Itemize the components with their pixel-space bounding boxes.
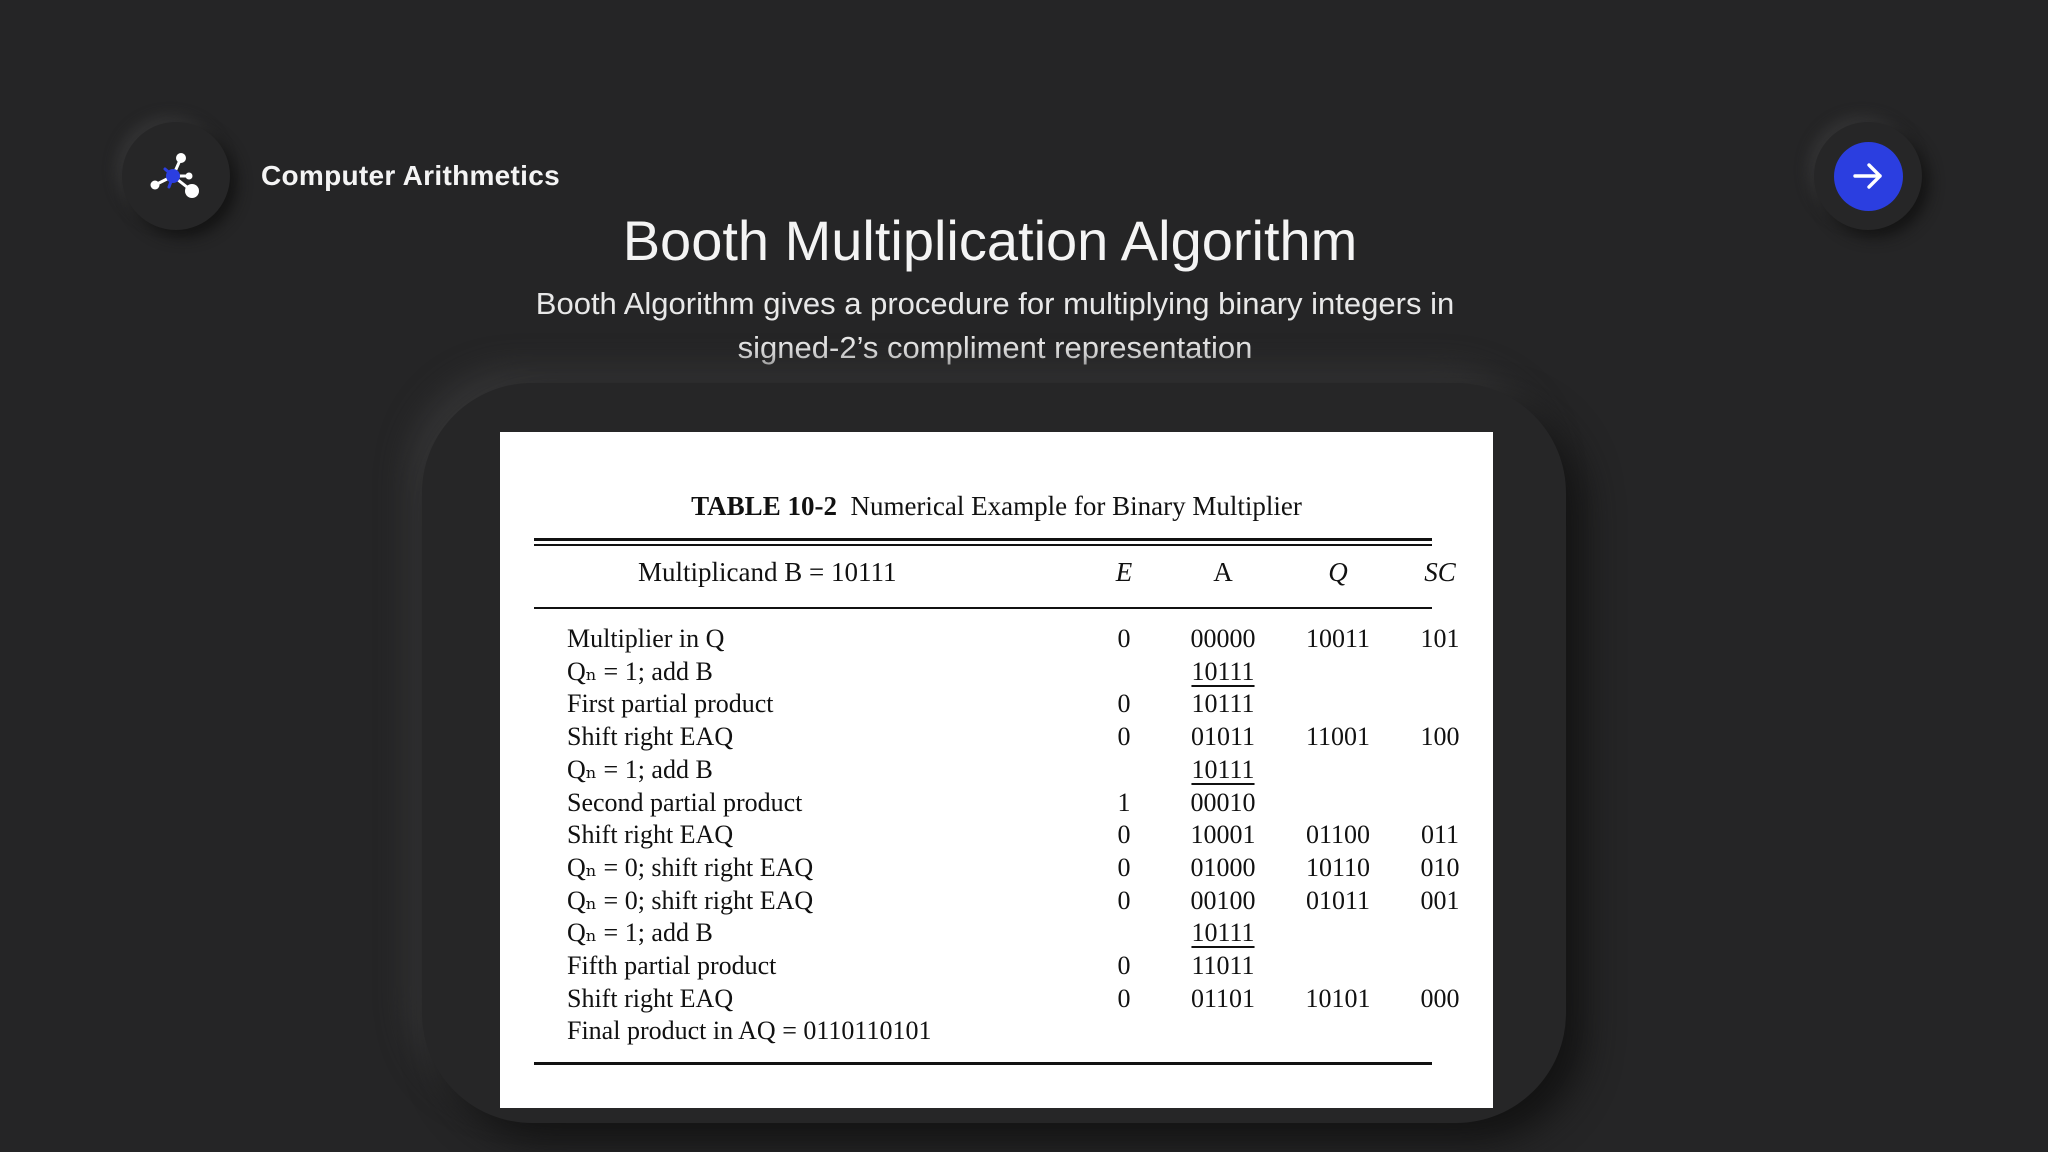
row-e-value: 0	[1117, 689, 1131, 719]
row-a-value: 01011	[1190, 722, 1256, 752]
row-description: Final product in AQ = 0110110101	[567, 1016, 932, 1046]
row-description: Qₙ = 1; add B	[567, 754, 713, 784]
row-sc-value: 100	[1420, 722, 1460, 752]
row-description: Shift right EAQ	[567, 722, 734, 752]
table-row	[500, 722, 1493, 755]
table-row	[500, 951, 1493, 984]
row-sc-value: 101	[1420, 624, 1460, 653]
arrow-right-icon	[1851, 159, 1885, 193]
row-q-value: 01100	[1305, 820, 1371, 850]
row-q-value: 10011	[1305, 624, 1371, 653]
table-header-rule	[534, 607, 1432, 609]
header-q: Q	[1328, 557, 1348, 587]
table-row	[500, 918, 1493, 951]
table-bottom-rule	[534, 1062, 1432, 1065]
header-a: A	[1213, 557, 1233, 587]
row-sc-value: 010	[1420, 852, 1460, 882]
row-a-value: 00010	[1190, 787, 1256, 817]
row-description: Fifth partial product	[567, 951, 777, 980]
page-title: Booth Multiplication Algorithm	[622, 209, 1358, 272]
row-e-value: 0	[1117, 951, 1131, 980]
table-caption-text: Numerical Example for Binary Multiplier	[850, 491, 1302, 521]
row-description: First partial product	[567, 689, 774, 719]
row-a-value: 11011	[1191, 951, 1255, 980]
booth-example-table	[500, 432, 1493, 1108]
row-a-value: 10111	[1191, 689, 1255, 719]
page-subtitle: Booth Algorithm gives a procedure for multiplying binary integers in signed-2’s compliment representation	[535, 286, 1455, 365]
brand-title: Computer Arithmetics	[261, 160, 561, 191]
row-q-value: 10110	[1305, 852, 1371, 882]
row-e-value: 1	[1117, 787, 1131, 817]
row-q-value: 01011	[1305, 885, 1371, 915]
row-a-value: 01000	[1190, 852, 1256, 882]
row-description: Qₙ = 1; add B	[567, 656, 713, 686]
row-sc-value: 001	[1420, 885, 1460, 915]
next-button-circle[interactable]	[1834, 142, 1903, 211]
row-description: Qₙ = 1; add B	[567, 918, 713, 948]
row-description: Second partial product	[567, 787, 803, 817]
table-row	[500, 788, 1493, 821]
row-a-value: 00100	[1190, 885, 1256, 915]
row-e-value: 0	[1117, 820, 1131, 850]
row-description: Qₙ = 0; shift right EAQ	[567, 885, 814, 915]
table-number: TABLE 10-2	[691, 491, 837, 521]
row-e-value: 0	[1117, 852, 1131, 882]
row-sc-value: 011	[1420, 820, 1460, 850]
row-q-value: 10101	[1305, 983, 1371, 1013]
row-e-value: 0	[1117, 722, 1131, 752]
molecule-network-icon	[145, 145, 207, 207]
table-top-rule-second	[534, 544, 1432, 546]
row-e-value: 0	[1117, 983, 1131, 1013]
row-e-value: 0	[1117, 885, 1131, 915]
row-description: Shift right EAQ	[567, 983, 734, 1013]
row-description: Multiplier in Q	[567, 624, 725, 653]
header-sc: SC	[1424, 557, 1456, 587]
row-a-value: 00000	[1190, 624, 1256, 653]
row-a-value: 10111	[1191, 918, 1255, 948]
row-e-value: 0	[1117, 624, 1131, 653]
table-row	[500, 624, 1493, 657]
row-a-value: 01101	[1190, 983, 1256, 1013]
table-row	[500, 1016, 1493, 1049]
table-row	[500, 689, 1493, 722]
header-multiplicand: Multiplicand B = 10111	[638, 557, 897, 587]
row-description: Shift right EAQ	[567, 820, 734, 850]
table-top-rule	[534, 538, 1432, 541]
row-description: Qₙ = 0; shift right EAQ	[567, 852, 814, 882]
table-row	[500, 886, 1493, 919]
row-sc-value: 000	[1420, 983, 1460, 1013]
row-a-value: 10001	[1190, 820, 1256, 850]
row-q-value: 11001	[1305, 722, 1371, 752]
table-row	[500, 984, 1493, 1017]
header-e: E	[1115, 557, 1133, 587]
table-row	[500, 657, 1493, 690]
table-row	[500, 820, 1493, 853]
table-row	[500, 755, 1493, 788]
row-a-value: 10111	[1191, 754, 1255, 784]
table-caption	[500, 491, 1493, 522]
table-row	[500, 853, 1493, 886]
row-a-value: 10111	[1191, 656, 1255, 686]
